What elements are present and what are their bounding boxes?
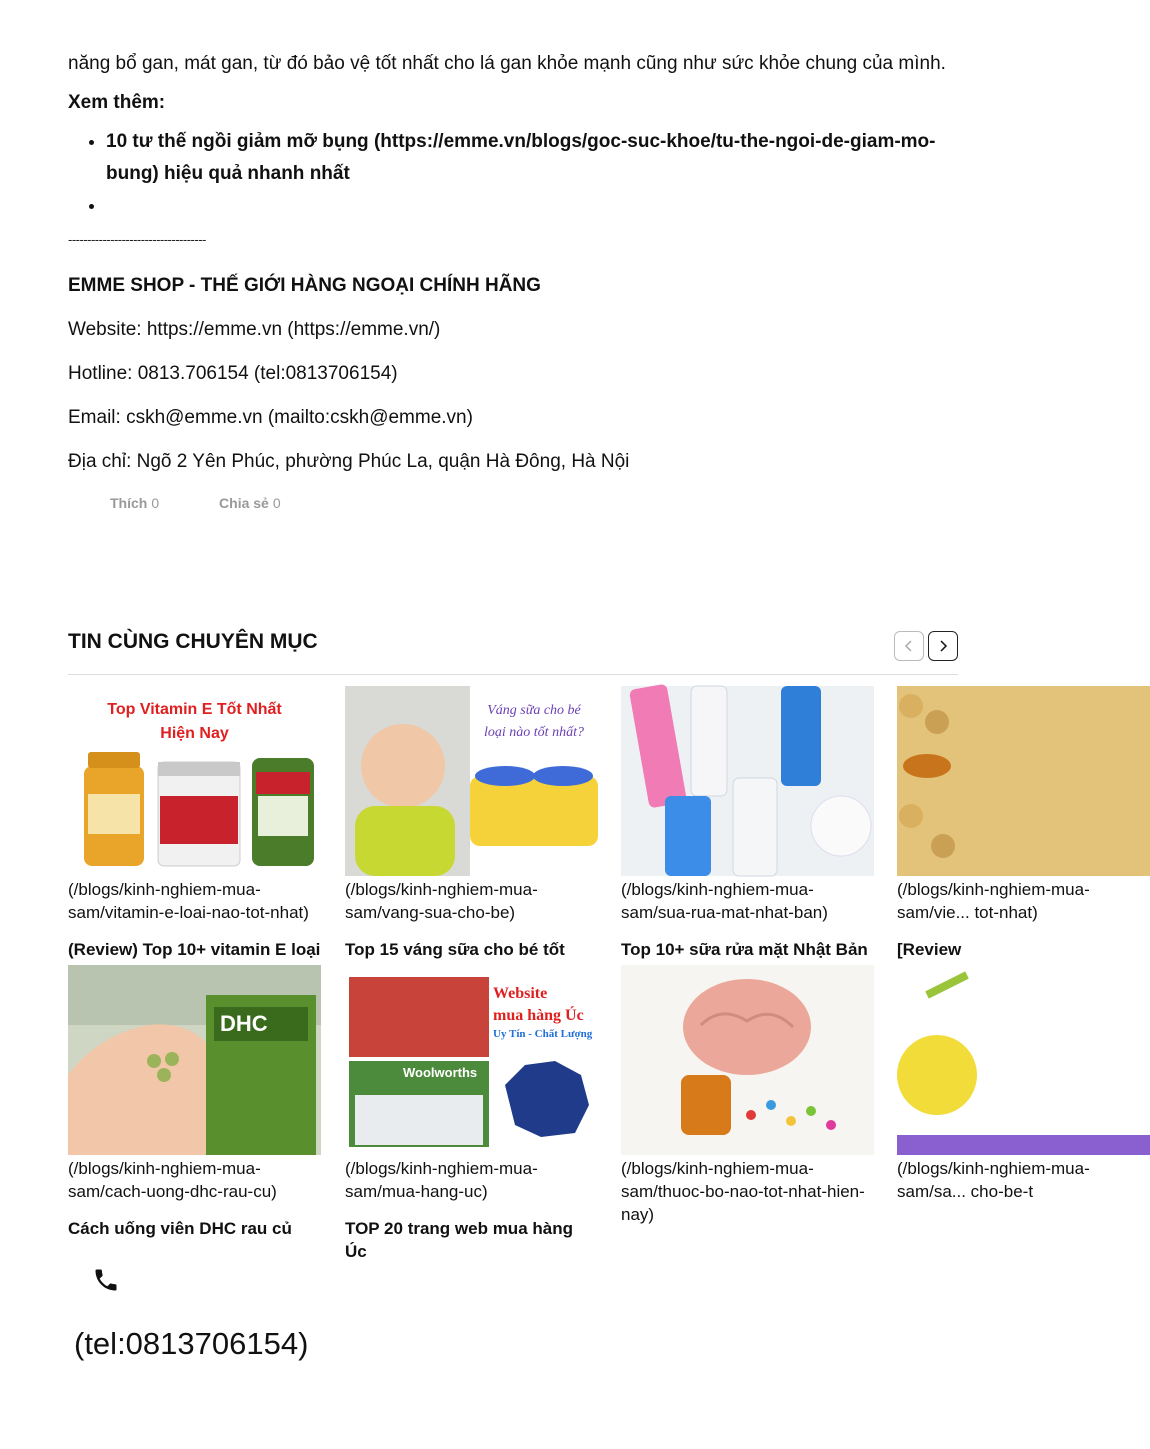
- card-url[interactable]: (/blogs/kinh-nghiem-mua-sam/sua-rua-mat-nhat-ban): [621, 880, 828, 922]
- carousel-next-button[interactable]: [928, 631, 958, 661]
- thumb-heading-2: mua hàng Úc: [493, 1007, 584, 1024]
- woolworths-sign: Woolworths: [403, 1065, 478, 1080]
- thumbnail-sua-rua-mat[interactable]: [621, 686, 874, 876]
- card-url[interactable]: (/blogs/kinh-nghiem-mua-sam/thuoc-bo-nao-tot-nhat-hien-nay): [621, 1159, 865, 1224]
- related-title: TIN CÙNG CHUYÊN MỤC: [68, 630, 318, 653]
- brain-pills-image: [621, 965, 874, 1155]
- tel-link[interactable]: (tel:0813706154): [74, 1326, 309, 1361]
- thumbnail-dhc[interactable]: [68, 965, 321, 1155]
- related-grid: [68, 686, 1090, 1261]
- soybean-capsules-image: [897, 686, 1150, 876]
- related-card[interactable]: [621, 965, 874, 1263]
- email-line[interactable]: Email: cskh@emme.vn (mailto:cskh@emme.vn): [68, 407, 473, 428]
- related-card[interactable]: [897, 686, 1150, 961]
- like-label: Thích: [110, 495, 148, 511]
- see-more-link[interactable]: • 10 tư thế ngồi giảm mỡ bụng (https://emme.vn/blogs/goc-suc-khoe/tu-the-ngoi-de-giam-mo-bung) hiệu quả nhanh nhất: [106, 126, 958, 190]
- related-card[interactable]: [897, 965, 1150, 1240]
- card-url[interactable]: (/blogs/kinh-nghiem-mua-sam/mua-hang-uc): [345, 1159, 538, 1201]
- like-button[interactable]: [110, 495, 159, 511]
- card-title[interactable]: [897, 1217, 1150, 1240]
- phone-icon[interactable]: [92, 1266, 120, 1294]
- see-more-list: [68, 126, 958, 222]
- thumbnail-vitamin-e[interactable]: [68, 686, 321, 876]
- card-url[interactable]: (/blogs/kinh-nghiem-mua-sam/vang-sua-cho-be): [345, 880, 538, 922]
- card-title[interactable]: [621, 1240, 874, 1263]
- vitamin-bottles-image: [68, 686, 321, 876]
- thumbnail-partial[interactable]: [897, 965, 1150, 1155]
- related-card[interactable]: [68, 965, 321, 1240]
- related-card[interactable]: [345, 686, 598, 961]
- thumbnail-thuoc-bo-nao[interactable]: [621, 965, 874, 1155]
- related-card[interactable]: [621, 686, 874, 961]
- thumb-heading-1: Top Vitamin E Tốt Nhất: [107, 701, 282, 718]
- card-title[interactable]: Top 15 váng sữa cho bé tốt: [345, 940, 565, 959]
- chevron-right-icon: [937, 639, 949, 653]
- related-card[interactable]: [345, 965, 598, 1261]
- hotline-line[interactable]: Hotline: 0813.706154 (tel:0813706154): [68, 363, 398, 384]
- card-title[interactable]: TOP 20 trang web mua hàng Úc: [345, 1219, 573, 1261]
- thumbnail-soybean[interactable]: [897, 686, 1150, 876]
- cleanser-tubes-image: [621, 686, 874, 876]
- card-title[interactable]: (Review) Top 10+ vitamin E loại: [68, 940, 321, 959]
- website-line[interactable]: Website: https://emme.vn (https://emme.vn/): [68, 319, 441, 340]
- chevron-left-icon: [903, 639, 915, 653]
- like-count: 0: [151, 495, 160, 511]
- card-url[interactable]: (/blogs/kinh-nghiem-mua-sam/vie... tot-nhat): [897, 880, 1090, 922]
- shop-name: EMME SHOP - THẾ GIỚI HÀNG NGOẠI CHÍNH HÃNG: [68, 275, 541, 296]
- related-header: [68, 628, 958, 675]
- article-footer: [68, 48, 958, 511]
- thumb-heading-1: Website: [493, 985, 548, 1002]
- card-url[interactable]: (/blogs/kinh-nghiem-mua-sam/cach-uong-dhc-rau-cu): [68, 1159, 277, 1201]
- social-bar: [68, 495, 958, 511]
- divider: ------------------------------------: [68, 232, 206, 247]
- dhc-hand-image: [68, 965, 321, 1155]
- thumb-heading-2: loại nào tốt nhất?: [484, 725, 584, 740]
- article-paragraph: năng bổ gan, mát gan, từ đó bảo vệ tốt nhất cho lá gan khỏe mạnh cũng như sức khỏe chung của mình.: [68, 53, 946, 74]
- related-card[interactable]: [68, 686, 321, 961]
- card-url[interactable]: (/blogs/kinh-nghiem-mua-sam/sa... cho-be-t: [897, 1159, 1090, 1201]
- card-url[interactable]: (/blogs/kinh-nghiem-mua-sam/vitamin-e-loai-nao-tot-nhat): [68, 880, 309, 922]
- dhc-logo-text: DHC: [220, 1011, 268, 1036]
- share-count: 0: [272, 495, 281, 511]
- see-more-label: Xem thêm:: [68, 92, 166, 113]
- card-title[interactable]: [Review: [897, 940, 962, 959]
- thumb-heading-2: Hiện Nay: [160, 725, 229, 742]
- share-button[interactable]: [219, 495, 281, 511]
- yellow-food-image: [897, 965, 1150, 1155]
- address-line: Địa chỉ: Ngõ 2 Yên Phúc, phường Phúc La, quận Hà Đông, Hà Nội: [68, 451, 630, 472]
- see-more-empty-item: [106, 190, 958, 222]
- thumbnail-mua-hang-uc[interactable]: [345, 965, 598, 1155]
- carousel-prev-button[interactable]: [894, 631, 924, 661]
- thumb-subheading: Uy Tín - Chất Lượng: [493, 1028, 593, 1040]
- thumb-heading-1: Váng sữa cho bé: [487, 703, 581, 718]
- card-title[interactable]: Cách uống viên DHC rau củ: [68, 1219, 292, 1238]
- thumbnail-vang-sua[interactable]: [345, 686, 598, 876]
- share-label: Chia sẻ: [219, 495, 269, 511]
- card-title[interactable]: Top 10+ sữa rửa mặt Nhật Bản: [621, 940, 868, 959]
